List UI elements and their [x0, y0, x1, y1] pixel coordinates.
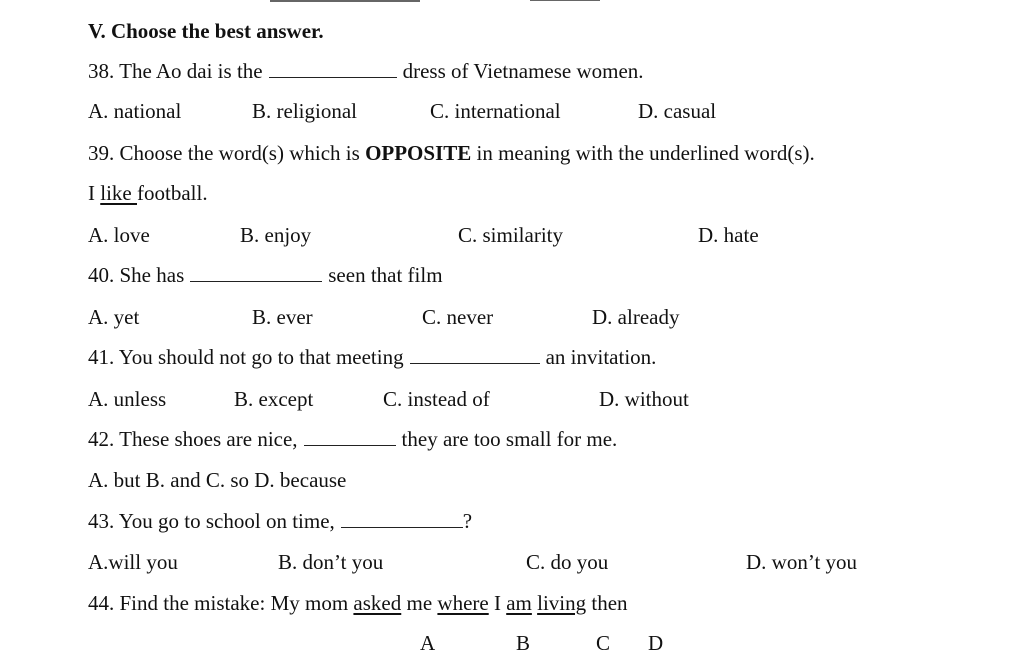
- question-39: 39. Choose the word(s) which is OPPOSITE in meaning with the underlined word(s).: [88, 141, 815, 165]
- answer-blank[interactable]: [190, 263, 322, 282]
- answer-blank[interactable]: [304, 427, 396, 446]
- question-44: 44. Find the mistake: My mom asked me where I am living then: [88, 591, 628, 615]
- q38-option-d[interactable]: D. casual: [638, 99, 717, 123]
- answer-blank[interactable]: [341, 509, 463, 528]
- cropped-line-right: [530, 0, 600, 1]
- answer-blank[interactable]: [269, 59, 397, 78]
- q44-letter-b: B: [516, 631, 531, 655]
- question-41: 41. You should not go to that meeting an invitation.: [88, 345, 657, 369]
- q41-option-d[interactable]: D. without: [599, 387, 689, 411]
- q41-option-c[interactable]: C. instead of: [383, 387, 490, 411]
- q43-option-c[interactable]: C. do you: [526, 550, 609, 574]
- q39-option-b[interactable]: B. enjoy: [240, 223, 312, 247]
- q40-option-d[interactable]: D. already: [592, 305, 680, 329]
- q44-letter-a: A: [420, 631, 436, 655]
- mistake-word-d[interactable]: living: [537, 591, 587, 615]
- q39-option-d[interactable]: D. hate: [698, 223, 759, 247]
- question-38: 38. The Ao dai is the dress of Vietnamese women.: [88, 59, 644, 83]
- q43-option-b[interactable]: B. don’t you: [278, 550, 384, 574]
- question-40: 40. She has seen that film: [88, 263, 443, 287]
- q43-option-d[interactable]: D. won’t you: [746, 550, 858, 574]
- cropped-line-left: [270, 0, 420, 2]
- question-42: 42. These shoes are nice, they are too small for me.: [88, 427, 618, 451]
- q39-option-a[interactable]: A. love: [88, 223, 150, 247]
- underlined-word: like: [100, 181, 137, 205]
- q43-option-a[interactable]: A.will you: [88, 550, 178, 574]
- q40-option-c[interactable]: C. never: [422, 305, 494, 329]
- q44-letter-d: D: [648, 631, 664, 655]
- q41-option-a[interactable]: A. unless: [88, 387, 167, 411]
- q38-option-b[interactable]: B. religional: [252, 99, 357, 123]
- q40-option-a[interactable]: A. yet: [88, 305, 140, 329]
- q38-option-a[interactable]: A. national: [88, 99, 182, 123]
- q39-sentence: I like football.: [88, 181, 208, 205]
- mistake-word-c[interactable]: am: [506, 591, 532, 615]
- q40-option-b[interactable]: B. ever: [252, 305, 313, 329]
- answer-blank[interactable]: [410, 345, 540, 364]
- section-title: V. Choose the best answer.: [88, 19, 324, 43]
- mistake-word-a[interactable]: asked: [353, 591, 402, 615]
- q42-options[interactable]: A. but B. and C. so D. because: [88, 468, 347, 492]
- q38-option-c[interactable]: C. international: [430, 99, 561, 123]
- q44-letter-c: C: [596, 631, 611, 655]
- mistake-word-b[interactable]: where: [437, 591, 489, 615]
- q39-option-c[interactable]: C. similarity: [458, 223, 563, 247]
- question-43: 43. You go to school on time, ?: [88, 509, 473, 533]
- q41-option-b[interactable]: B. except: [234, 387, 314, 411]
